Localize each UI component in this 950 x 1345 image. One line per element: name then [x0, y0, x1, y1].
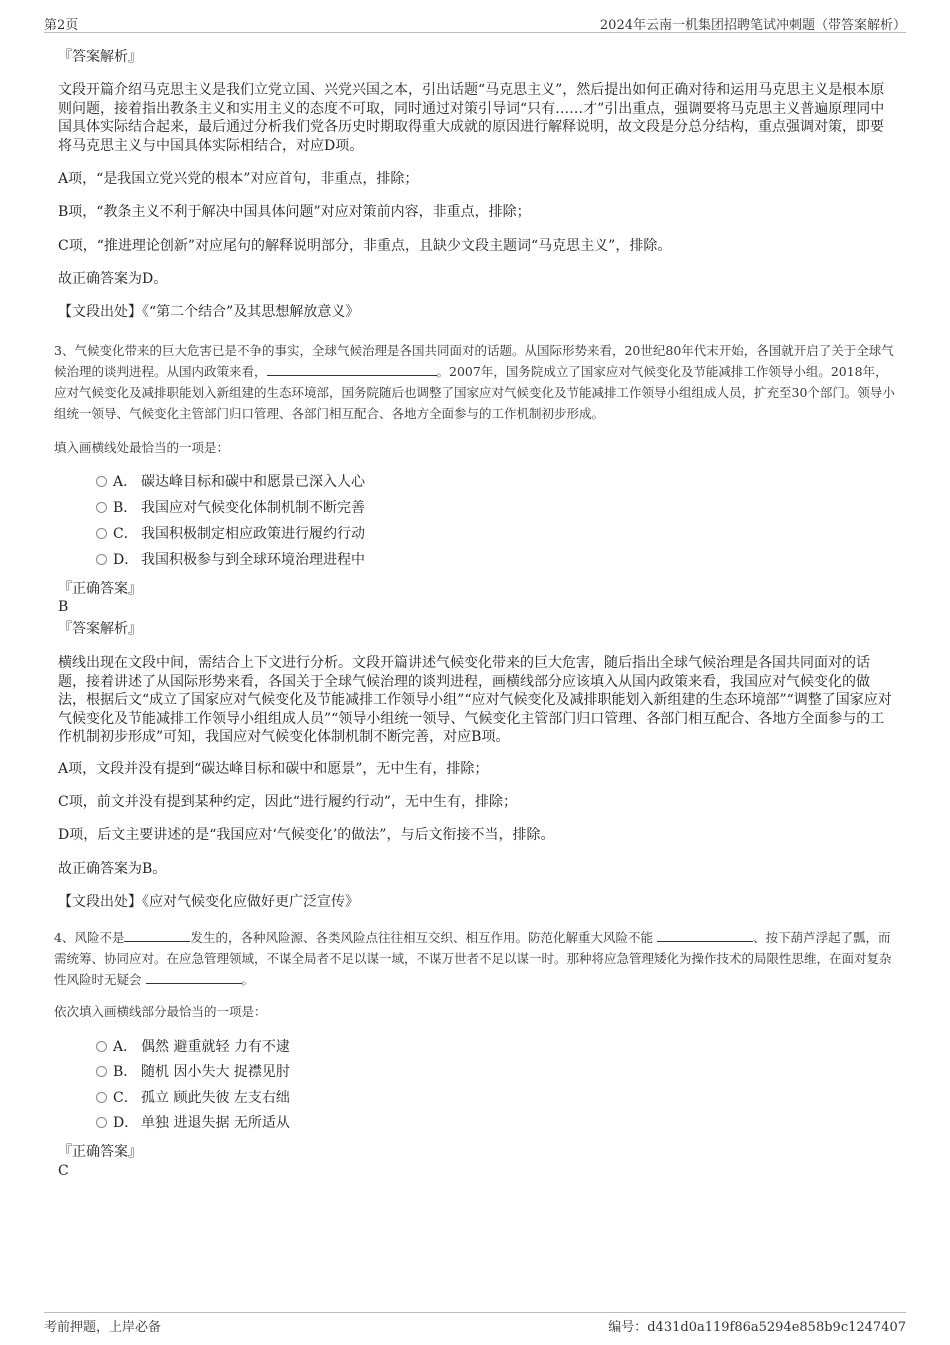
option-text: 偶然 避重就轻 力有不逮: [141, 1039, 290, 1055]
q2-option-b-analysis-block: [58, 203, 894, 222]
q4-prompt-block: [54, 1001, 890, 1022]
q3-option-c-analysis: C项，前文并没有提到某种约定，因此“进行履约行动”，无中生有，排除；: [58, 794, 518, 810]
q2-option-b-analysis: B项，“教条主义不利于解决中国具体问题”对应对策前内容，非重点，排除；: [58, 204, 531, 220]
q3-conclusion-block: [58, 860, 894, 879]
q3-analysis: [58, 654, 894, 747]
q3-correct-label-block: [58, 580, 894, 598]
q4-option-d[interactable]: [96, 1113, 290, 1133]
q3-analysis-label-block: [58, 620, 894, 638]
q3-option-d[interactable]: [96, 550, 365, 570]
q4-blank-2: [657, 929, 753, 942]
q3-option-a[interactable]: [96, 472, 365, 492]
q4-option-b[interactable]: [96, 1062, 290, 1082]
q3-option-b[interactable]: [96, 498, 365, 518]
q3-blank: [267, 363, 437, 376]
q2-option-a-analysis: A项，“是我国立党兴党的根本”对应首句，非重点，排除；: [58, 171, 419, 187]
q3-option-a-analysis: A项，文段并没有提到“碳达峰目标和碳中和愿景”，无中生有，排除；: [58, 761, 489, 777]
q4-option-c[interactable]: [96, 1088, 290, 1108]
q4-correct-label-block: [58, 1143, 894, 1161]
q2-analysis-label: 『答案解析』: [58, 49, 142, 65]
q2-analysis: [58, 81, 894, 155]
option-text: 我国应对气候变化体制机制不断完善: [141, 500, 365, 516]
option-key: D．: [113, 552, 139, 568]
q2-source: 【文段出处】《“第二个结合”及其思想解放意义》: [58, 304, 360, 320]
document-id: 编号：d431d0a119f86a5294e858b9c1247407: [608, 1320, 906, 1335]
option-key: C．: [113, 526, 138, 542]
option-text: 我国积极参与到全球环境治理进程中: [141, 552, 365, 568]
q3-option-c-analysis-block: [58, 793, 894, 812]
page-footer: [44, 1312, 906, 1335]
radio-icon[interactable]: [96, 1117, 107, 1128]
q2-option-c-analysis: C项，“推进理论创新”对应尾句的解释说明部分，非重点，且缺少文段主题词“马克思主义”，排除。: [58, 238, 672, 254]
radio-icon[interactable]: [96, 502, 107, 513]
q3-option-d-analysis: D项，后文主要讲述的是“我国应对‘气候变化’的做法”，与后文衔接不当，排除。: [58, 827, 555, 843]
q3-analysis-paragraph: 横线出现在文段中间，需结合上下文进行分析。文段开篇讲述气候变化带来的巨大危害，随后指出全球气候治理是各国共同面对的话题，接着讲述了从国际形势来看，各国关于全球气候治理的谈判进程，画横线部分应该填入从国内政策来看，我国应对气候变化的做法，根据后文“成立了国家应对气候变化及节能减排工作领导小组”“应对气候变化及减排职能划入新组建的生态环境部”“调整了国家应对气候变化及节能减排工作领导小组组成人员”“领导小组统一领导、气候变化主管部门归口管理、各部门相互配合、各地方全面参与的工作机制初步形成”可知，我国应对气候变化体制机制不断完善，对应B项。: [58, 655, 892, 745]
radio-icon[interactable]: [96, 1092, 107, 1103]
q2-analysis-label-block: [58, 48, 894, 66]
q3-stem-before: 3、气候变化带来的巨大危害已是不争的事实，全球气候治理是各国共同面对的话题。从国际形势来看，20世纪80年代末开始，各国就开启了关于全球气候治理的谈判进程。从国内政策来看，: [54, 343, 894, 379]
option-key: A．: [113, 474, 138, 490]
q3-source-block: [58, 893, 894, 912]
radio-icon[interactable]: [96, 476, 107, 487]
question-4-stem: [54, 927, 896, 990]
q3-analysis-label: 『答案解析』: [58, 621, 142, 637]
q3-option-a-analysis-block: [58, 760, 894, 779]
option-text: 单独 进退失据 无所适从: [141, 1115, 290, 1131]
q4-correct-answer-block: [58, 1162, 894, 1180]
q2-conclusion: 故正确答案为D。: [58, 271, 168, 287]
q2-conclusion-block: [58, 270, 894, 289]
option-key: D．: [113, 1115, 139, 1131]
q2-option-c-analysis-block: [58, 237, 894, 256]
q3-source: 【文段出处】《应对气候变化应做好更广泛宣传》: [58, 894, 359, 910]
q3-correct-answer: B: [58, 599, 69, 615]
q3-option-d-analysis-block: [58, 826, 894, 845]
q3-correct-answer-block: [58, 598, 894, 616]
footer-slogan: 考前押题，上岸必备: [44, 1320, 162, 1335]
q2-source-block: [58, 303, 894, 322]
q4-prompt: 依次填入画横线部分最恰当的一项是：: [54, 1004, 267, 1019]
q4-option-a[interactable]: [96, 1037, 290, 1057]
q4-stem-part-3: 、按下葫芦浮起了瓢，而需统筹、协同应对。在应急管理领域，不谋全局者不足以谋一域，不谋万世者不足以谋一时。那种将应急管理矮化为操作技术的局限性思维，在面对复杂性风险时无疑会: [54, 930, 892, 987]
q4-blank-1: [124, 929, 190, 942]
question-3-stem: [54, 340, 896, 424]
option-key: A．: [113, 1039, 138, 1055]
q4-blank-3: [146, 971, 242, 984]
q4-stem-part-2: 发生的，各种风险源、各类风险点往往相互交织、相互作用。防范化解重大风险不能: [190, 930, 653, 945]
q3-prompt: 填入画横线处最恰当的一项是：: [54, 440, 230, 455]
q3-correct-label: 『正确答案』: [58, 581, 142, 597]
radio-icon[interactable]: [96, 528, 107, 539]
q3-prompt-block: [54, 437, 890, 458]
q3-stem-after: 。2007年，国务院成立了国家应对气候变化及节能减排工作领导小组。2018年，应对气候变化及减排职能划入新组建的生态环境部，国务院随后也调整了国家应对气候变化及节能减排工作领导小组组成人员，扩充至30个部门。领导小组统一领导、气候变化主管部门归口管理、各部门相互配合、各地方全面参与的工作机制初步形成。: [54, 364, 895, 421]
option-text: 我国积极制定相应政策进行履约行动: [141, 526, 365, 542]
page-header: [44, 12, 906, 33]
option-text: 孤立 顾此失彼 左支右绌: [141, 1090, 290, 1106]
q4-stem-part-1: 4、风险不是: [54, 930, 125, 945]
radio-icon[interactable]: [96, 554, 107, 565]
option-key: C．: [113, 1090, 138, 1106]
option-key: B．: [113, 500, 138, 516]
document-title: 2024年云南一机集团招聘笔试冲刺题（带答案解析）: [599, 18, 906, 33]
option-text: 随机 因小失大 捉襟见肘: [141, 1064, 290, 1080]
q4-stem-part-4: 。: [241, 972, 255, 987]
q3-option-c[interactable]: [96, 524, 365, 544]
radio-icon[interactable]: [96, 1066, 107, 1077]
q2-analysis-paragraph: 文段开篇介绍马克思主义是我们立党立国、兴党兴国之本，引出话题“马克思主义”，然后提出如何正确对待和运用马克思主义是根本原则问题，接着指出教条主义和实用主义的态度不可取，同时通过对策引导词“只有……才”引出重点，强调要将马克思主义普遍原理同中国具体实际结合起来，最后通过分析我们党各历史时期取得重大成就的原因进行解释说明，故文段是分总分结构，重点强调对策，即要将马克思主义与中国具体实际相结合，对应D项。: [58, 82, 885, 154]
radio-icon[interactable]: [96, 1041, 107, 1052]
q3-conclusion: 故正确答案为B。: [58, 861, 167, 877]
q2-option-a-analysis-block: [58, 170, 894, 189]
q4-correct-answer: C: [58, 1163, 69, 1179]
option-text: 碳达峰目标和碳中和愿景已深入人心: [141, 474, 365, 490]
option-key: B．: [113, 1064, 138, 1080]
q4-correct-label: 『正确答案』: [58, 1144, 142, 1160]
page-number: 第2页: [44, 18, 79, 33]
